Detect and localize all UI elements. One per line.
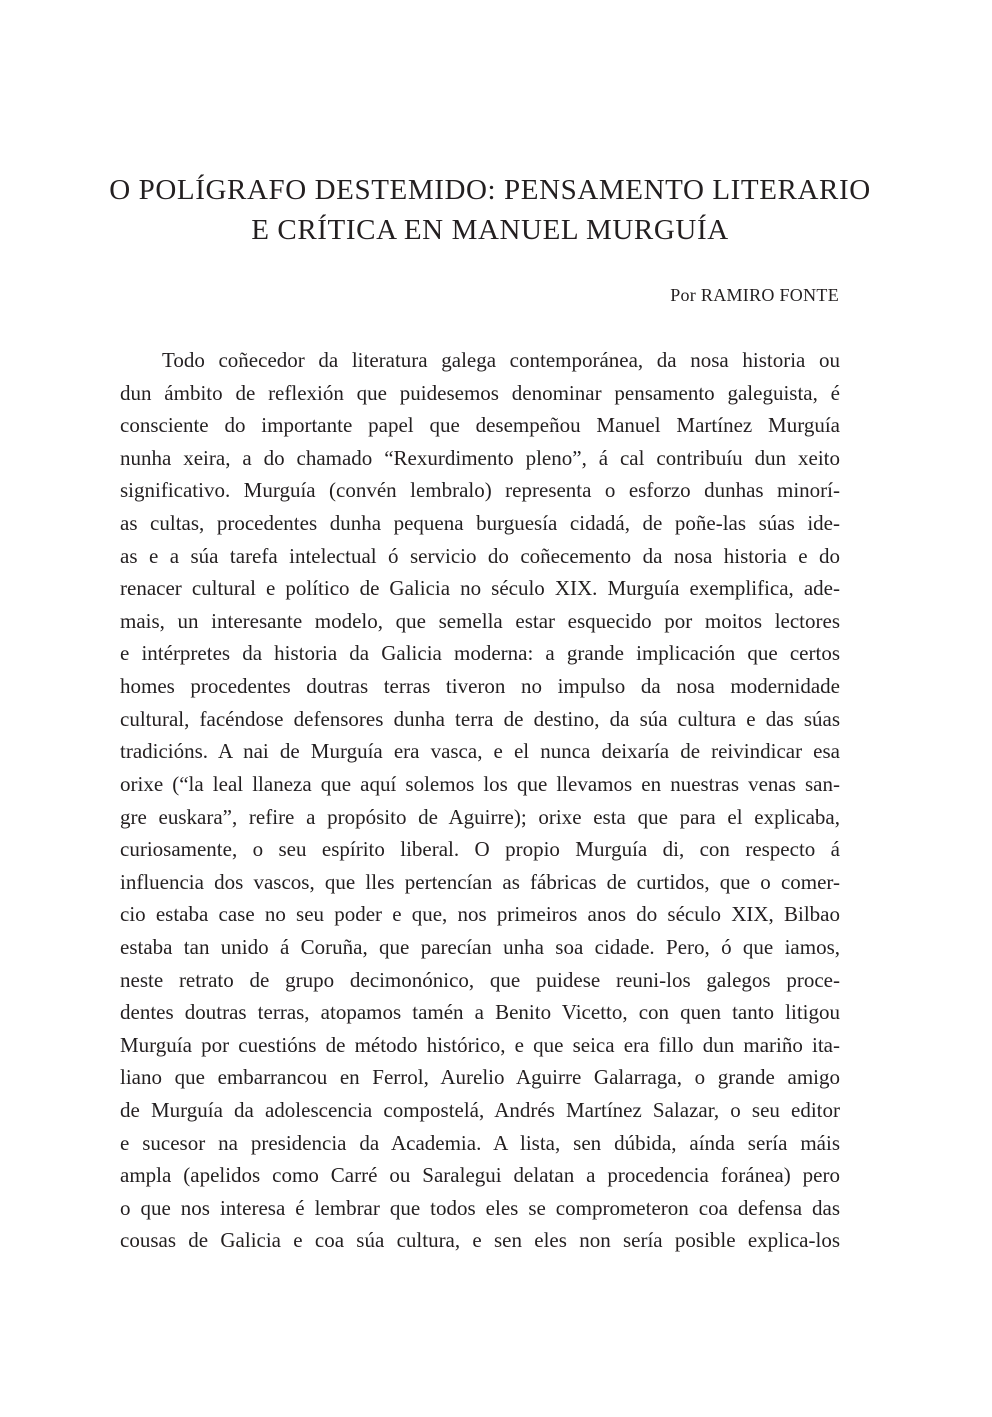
article-title — [100, 170, 880, 250]
body-line: e sucesor na presidencia da Academia. A lista, sen dúbida, aínda sería máis — [120, 1130, 840, 1155]
body-line: influencia dos vascos, que lles pertencían as fábricas de curtidos, que o comer- — [120, 869, 840, 894]
body-line: Murguía por cuestións de método histórico, e que seica era fillo dun mariño ita- — [120, 1032, 840, 1057]
body-line: homes procedentes doutras terras tiveron no impulso da nosa modernidade — [120, 674, 840, 699]
body-line: de Murguía da adolescencia compostelá, Andrés Martínez Salazar, o seu editor — [120, 1098, 840, 1123]
body-line: nunha xeira, a do chamado “Rexurdimento pleno”, á cal contribuíu dun xeito — [120, 445, 840, 470]
body-line: mais, un interesante modelo, que semella estar esquecido por moitos lectores — [120, 608, 840, 633]
body-line: dentes doutras terras, atopamos tamén a Benito Vicetto, con quen tanto litigou — [120, 1000, 840, 1025]
body-line: o que nos interesa é lembrar que todos eles se comprometeron coa defensa das — [120, 1195, 840, 1220]
body-line: orixe (“la leal llaneza que aquí solemos los que llevamos en nuestras venas san- — [120, 771, 840, 796]
body-line: e intérpretes da historia da Galicia moderna: a grande implicación que certos — [120, 641, 840, 666]
body-line: cultural, facéndose defensores dunha terra de destino, da súa cultura e das súas — [120, 706, 840, 731]
body-line: significativo. Murguía (convén lembralo) representa o esforzo dunhas minorí- — [120, 478, 840, 503]
body-line: neste retrato de grupo decimonónico, que puidese reuni-los galegos proce- — [120, 967, 840, 992]
body-line: renacer cultural e político de Galicia no século XIX. Murguía exemplifica, ade- — [120, 576, 840, 601]
body-line: as cultas, procedentes dunha pequena burguesía cidadá, de poñe-las súas ide- — [120, 511, 840, 536]
body-line: curiosamente, o seu espírito liberal. O propio Murguía di, con respecto á — [120, 837, 840, 862]
body-line: ampla (apelidos como Carré ou Saralegui delatan a procedencia foránea) pero — [120, 1163, 840, 1188]
title-line-2: E CRÍTICA EN MANUEL MURGUÍA — [251, 214, 729, 246]
body-line: tradicións. A nai de Murguía era vasca, e el nunca deixaría de reivindicar esa — [120, 739, 840, 764]
body-line: cousas de Galicia e coa súa cultura, e sen eles non sería posible explica-los — [120, 1228, 840, 1253]
author-byline: Por RAMIRO FONTE — [670, 285, 839, 305]
body-line: consciente do importante papel que desempeñou Manuel Martínez Murguía — [120, 413, 840, 438]
body-line: liano que embarrancou en Ferrol, Aurelio Aguirre Galarraga, o grande amigo — [120, 1065, 840, 1090]
title-line-1: O POLÍGRAFO DESTEMIDO: PENSAMENTO LITERARIO — [109, 174, 871, 206]
body-line: Todo coñecedor da literatura galega contemporánea, da nosa historia ou — [162, 348, 840, 372]
body-paragraph — [120, 344, 840, 1257]
body-line: as e a súa tarefa intelectual ó servicio do coñecemento da nosa historia e do — [120, 543, 840, 568]
body-line: cio estaba case no seu poder e que, nos primeiros anos do século XIX, Bilbao — [120, 902, 840, 927]
body-line: gre euskara”, refire a propósito de Aguirre); orixe esta que para el explicaba, — [120, 804, 840, 829]
body-line: dun ámbito de reflexión que puidesemos denominar pensamento galeguista, é — [120, 380, 840, 405]
body-line: estaba tan unido á Coruña, que parecían unha soa cidade. Pero, ó que iamos, — [120, 934, 840, 959]
